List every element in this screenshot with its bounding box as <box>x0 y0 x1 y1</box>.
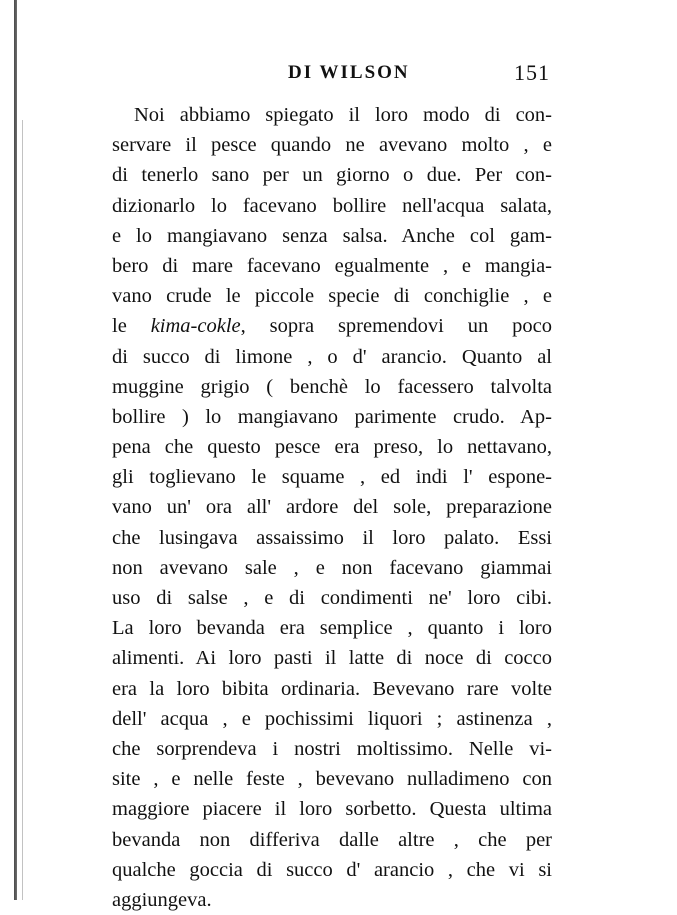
text-line: site , e nelle feste , bevevano nulladimeno con <box>112 768 552 791</box>
page-header <box>110 62 550 88</box>
text-line: qualche goccia di succo d' arancio , che vi si <box>112 858 552 881</box>
text-line: che sorprendeva i nostri moltissimo. Nelle vi- <box>112 737 552 760</box>
text-line: alimenti. Ai loro pasti il latte di noce di cocco <box>112 647 552 670</box>
text-line: muggine grigio ( benchè lo facessero talvolta <box>112 375 552 398</box>
text-line: bero di mare facevano egualmente , e mangia- <box>112 254 552 277</box>
body-text <box>112 100 552 915</box>
text-line: pena che questo pesce era preso, lo nettavano, <box>112 436 552 459</box>
text-fragment: sopra spremendovi un poco <box>269 315 552 338</box>
italic-term: kima-cokle <box>150 315 241 338</box>
text-line: maggiore piacere il loro sorbetto. Questa ultima <box>112 798 552 821</box>
text-line: di succo di limone , o d' arancio. Quanto al <box>112 345 552 368</box>
text-line: dizionarlo lo facevano bollire nell'acqua salata, <box>112 194 552 217</box>
text-line: che lusingava assaissimo il loro palato. Essi <box>112 526 552 549</box>
running-head: DI WILSON <box>288 62 410 83</box>
text-line-with-italic <box>112 311 552 341</box>
text-line: dell' acqua , e pochissimi liquori ; astinenza , <box>112 707 552 730</box>
text-fragment: , <box>240 315 246 338</box>
text-line: gli toglievano le squame , ed indi l' espone- <box>112 466 552 489</box>
text-line: vano un' ora all' ardore del sole, preparazione <box>112 496 552 519</box>
text-line: non avevano sale , e non facevano giammai <box>112 556 552 579</box>
text-line: vano crude le piccole specie di conchiglie , e <box>112 285 552 308</box>
text-line: uso di salse , e di condimenti ne' loro cibi. <box>112 587 552 609</box>
text-line: e lo mangiavano senza salsa. Anche col gam- <box>112 224 552 247</box>
binding-edge <box>14 0 17 900</box>
text-fragment: le <box>112 315 127 338</box>
binding-shadow <box>22 120 23 900</box>
text-line: bollire ) lo mangiavano parimente crudo. Ap- <box>112 405 552 428</box>
page-number: 151 <box>514 60 550 85</box>
text-line-last: aggiungeva. <box>112 888 212 911</box>
text-line: di tenerlo sano per un giorno o due. Per con- <box>112 164 552 187</box>
text-line: servare il pesce quando ne avevano molto , e <box>112 134 552 157</box>
text-line: era la loro bibita ordinaria. Bevevano rare volte <box>112 677 552 700</box>
text-line: La loro bevanda era semplice , quanto i loro <box>112 617 552 640</box>
text-line: bevanda non differiva dalle altre , che per <box>112 828 552 851</box>
text-line: Noi abbiamo spiegato il loro modo di con- <box>134 104 552 126</box>
